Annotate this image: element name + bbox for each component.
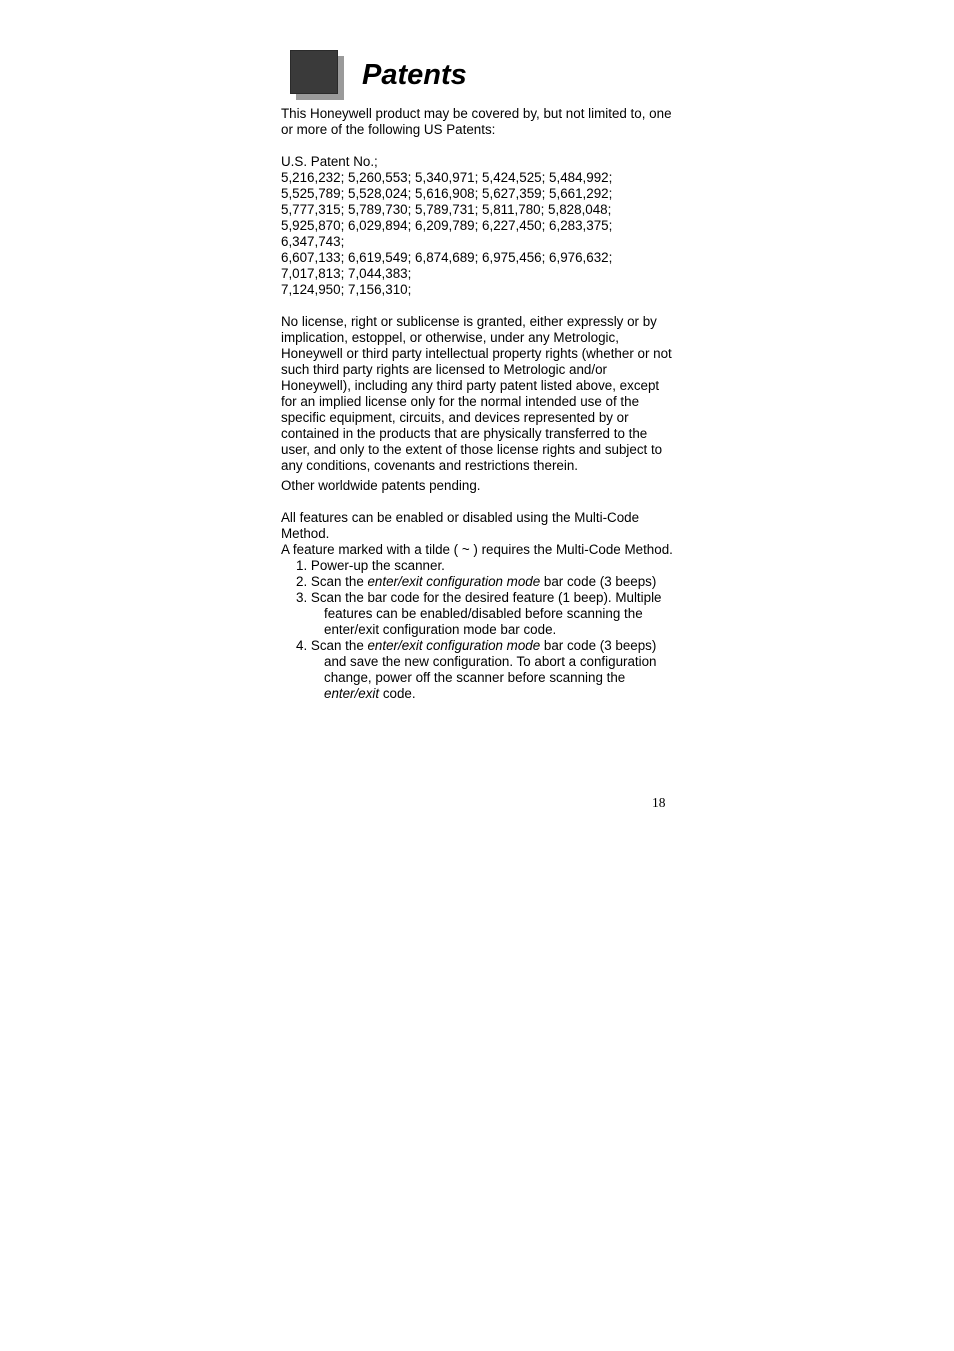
patent-line: 6,607,133; 6,619,549; 6,874,689; 6,975,456; 6,976,632; (281, 250, 613, 265)
step-number: 1. (296, 558, 308, 573)
tilde-paragraph: A feature marked with a tilde ( ~ ) requires the Multi-Code Method. (281, 542, 673, 557)
step-text: Power-up the scanner. (310, 558, 445, 573)
step-item (281, 590, 673, 638)
step-item (281, 638, 673, 702)
step-number: 2. (296, 574, 308, 589)
step-item (281, 558, 673, 574)
page-body (281, 106, 673, 702)
patent-line: 5,777,315; 5,789,730; 5,789,731; 5,811,780; 5,828,048; (281, 202, 612, 217)
worldwide-paragraph: Other worldwide patents pending. (281, 478, 481, 493)
step-text: bar code (3 beeps) (540, 574, 657, 589)
step-text: Scan the (310, 574, 368, 589)
step-emphasis: enter/exit configuration mode (367, 638, 541, 653)
step-item (281, 574, 673, 590)
patent-line: 5,925,870; 6,029,894; 6,209,789; 6,227,450; 6,283,375; (281, 218, 613, 233)
page-number: 18 (652, 795, 666, 810)
license-paragraph: No license, right or sublicense is granted, either expressly or by implication, estoppel, or otherwise, under any Metrologic, Honeywell or third party intellectual property rights (whether or not such third party rights are licensed to Metrologic and/or Honeywell), including any third party patent listed above, except for an implied license only for the normal intended use of the specific equipment, circuits, and devices represented by or contained in the products that are physically transferred to the user, and only to the extent of those license rights and subject to any conditions, covenants and restrictions therein. (281, 314, 672, 473)
steps-list (281, 558, 673, 702)
step-emphasis: enter/exit configuration mode (367, 574, 541, 589)
patent-line: 7,124,950; 7,156,310; (281, 282, 412, 297)
patent-line: 6,347,743; (281, 234, 345, 249)
multicode-paragraph: All features can be enabled or disabled using the Multi-Code Method. (281, 510, 640, 541)
patent-line: 7,017,813; 7,044,383; (281, 266, 412, 281)
page-title: Patents (362, 59, 467, 91)
intro-paragraph: This Honeywell product may be covered by, but not limited to, one or more of the following US Patents: (281, 106, 672, 137)
step-text: Scan the (310, 638, 368, 653)
step-number: 4. (296, 638, 308, 653)
step-number: 3. (296, 590, 308, 605)
step-emphasis: enter/exit (324, 686, 380, 701)
step-text: code. (379, 686, 416, 701)
square-bullet-icon (290, 50, 346, 102)
step-text: Scan the bar code for the desired feature (1 beep). Multiple features can be enabled/disabled before scanning the enter/exit configuration mode bar code. (310, 590, 662, 637)
step-text: bar code (3 beeps) and save the new configuration. To abort a configuration change, power off the scanner before scanning the (324, 638, 657, 685)
patent-label: U.S. Patent No.; (281, 154, 378, 169)
patent-line: 5,525,789; 5,528,024; 5,616,908; 5,627,359; 5,661,292; (281, 186, 613, 201)
patent-line: 5,216,232; 5,260,553; 5,340,971; 5,424,525; 5,484,992; (281, 170, 613, 185)
square-bullet-face (290, 50, 338, 94)
